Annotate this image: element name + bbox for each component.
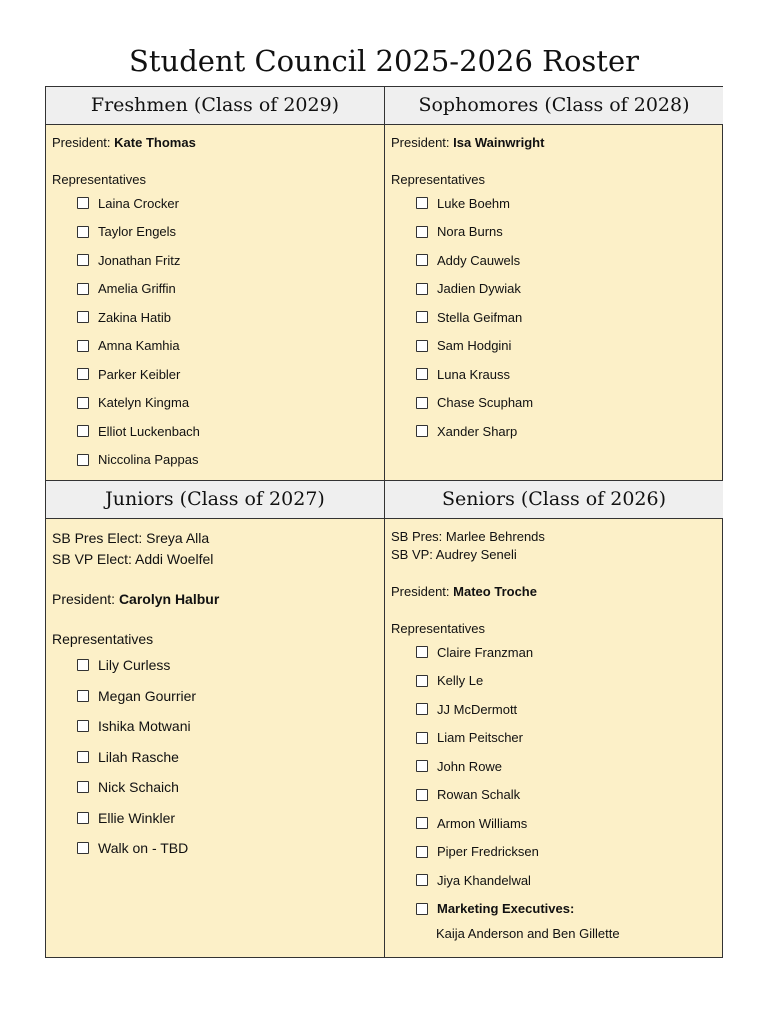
representative-item[interactable] [52, 417, 384, 446]
representative-name: Claire Franzman [437, 644, 534, 660]
representative-item[interactable] [391, 218, 723, 247]
representative-item[interactable] [52, 742, 384, 773]
president-label: President: [391, 135, 450, 150]
representative-item[interactable] [391, 332, 723, 361]
representative-item[interactable] [391, 303, 723, 332]
representative-name: Niccolina Pappas [98, 452, 199, 468]
representative-name: Sam Hodgini [437, 338, 512, 354]
checkbox[interactable] [416, 340, 428, 352]
representative-item[interactable] [391, 695, 723, 724]
checkbox[interactable] [77, 812, 89, 824]
representative-name: Jadien Dywiak [437, 281, 521, 297]
checkbox[interactable] [416, 646, 428, 658]
checkbox[interactable] [416, 903, 428, 915]
representative-item[interactable] [391, 389, 723, 418]
checkbox[interactable] [77, 751, 89, 763]
president-name: Isa Wainwright [453, 135, 545, 150]
president-name: Kate Thomas [114, 135, 196, 150]
representative-item[interactable] [391, 809, 723, 838]
roster-table [45, 86, 723, 958]
president-name: Carolyn Halbur [118, 591, 220, 607]
representative-name: Nick Schaich [98, 779, 179, 796]
checkbox[interactable] [416, 311, 428, 323]
checkbox[interactable] [77, 283, 89, 295]
representative-item[interactable] [52, 389, 384, 418]
representative-item[interactable] [391, 417, 723, 446]
checkbox[interactable] [416, 425, 428, 437]
representative-name: Megan Gourrier [98, 687, 197, 704]
representative-item[interactable] [391, 360, 723, 389]
representatives-label: Representatives [52, 172, 146, 187]
checkbox[interactable] [416, 732, 428, 744]
representative-item[interactable] [391, 638, 723, 667]
checkbox[interactable] [416, 874, 428, 886]
representative-item[interactable] [391, 781, 723, 810]
seniors-section [385, 481, 723, 957]
president-name: Mateo Troche [453, 584, 537, 599]
representative-item[interactable] [391, 246, 723, 275]
representative-item[interactable] [52, 803, 384, 834]
checkbox[interactable] [416, 675, 428, 687]
representative-name: Jonathan Fritz [98, 252, 181, 268]
representative-item[interactable] [52, 189, 384, 218]
president-label: President: [52, 135, 111, 150]
freshmen-president [52, 134, 384, 152]
representative-name: JJ McDermott [437, 701, 518, 717]
freshmen-heading: Freshmen (Class of 2029) [46, 87, 384, 125]
representative-name: Walk on - TBD [98, 840, 189, 857]
seniors-president [391, 583, 723, 601]
representative-item[interactable] [52, 360, 384, 389]
sb-vp: SB VP: Audrey Seneli [391, 547, 517, 562]
checkbox[interactable] [77, 659, 89, 671]
representative-item[interactable] [52, 218, 384, 247]
representative-name: Amelia Griffin [98, 281, 176, 297]
representative-name: Katelyn Kingma [98, 395, 190, 411]
checkbox[interactable] [77, 197, 89, 209]
checkbox[interactable] [416, 760, 428, 772]
representative-name: Rowan Schalk [437, 787, 521, 803]
sb-pres: SB Pres: Marlee Behrends [391, 529, 545, 544]
representative-name: Amna Kamhia [98, 338, 180, 354]
checkbox[interactable] [416, 368, 428, 380]
representative-item[interactable] [391, 724, 723, 753]
representative-name: Zakina Hatib [98, 309, 171, 325]
representatives-label: Representatives [391, 621, 485, 636]
seniors-heading: Seniors (Class of 2026) [385, 481, 723, 519]
representative-item[interactable] [391, 667, 723, 696]
representative-item[interactable] [391, 189, 723, 218]
sb-vp-elect: SB VP Elect: Addi Woelfel [52, 551, 214, 567]
checkbox[interactable] [77, 842, 89, 854]
checkbox[interactable] [77, 254, 89, 266]
representative-name: Elliot Luckenbach [98, 423, 200, 439]
representative-item[interactable] [52, 246, 384, 275]
checkbox[interactable] [416, 789, 428, 801]
representative-name: Stella Geifman [437, 309, 523, 325]
representatives-label: Representatives [391, 172, 485, 187]
representative-item[interactable] [52, 833, 384, 864]
checkbox[interactable] [416, 226, 428, 238]
checkbox[interactable] [416, 283, 428, 295]
representative-name: Liam Peitscher [437, 730, 523, 746]
checkbox[interactable] [77, 425, 89, 437]
checkbox[interactable] [77, 368, 89, 380]
checkbox[interactable] [77, 226, 89, 238]
checkbox[interactable] [77, 454, 89, 466]
sophomores-reps [391, 189, 723, 446]
representative-name: Laina Crocker [98, 195, 179, 211]
representative-item[interactable] [52, 275, 384, 304]
representative-item[interactable] [391, 866, 723, 895]
representative-item[interactable] [52, 332, 384, 361]
checkbox[interactable] [416, 397, 428, 409]
checkbox[interactable] [416, 846, 428, 858]
sb-pres-elect: SB Pres Elect: Sreya Alla [52, 530, 210, 546]
representative-name: Luke Boehm [437, 195, 510, 211]
representative-item[interactable] [391, 752, 723, 781]
marketing-executives-label: Marketing Executives: [437, 901, 575, 917]
checkbox[interactable] [416, 254, 428, 266]
checkbox[interactable] [416, 817, 428, 829]
representative-name: Ellie Winkler [98, 809, 176, 826]
sophomores-section [385, 87, 723, 480]
freshmen-reps [52, 189, 384, 474]
representative-item[interactable] [52, 681, 384, 712]
sophomores-president [391, 134, 723, 152]
representative-name: Lilah Rasche [98, 748, 179, 765]
juniors-reps [52, 650, 384, 864]
checkbox[interactable] [416, 197, 428, 209]
representative-name: Taylor Engels [98, 224, 177, 240]
sophomores-heading: Sophomores (Class of 2028) [385, 87, 723, 125]
representative-name: John Rowe [437, 758, 503, 774]
representative-name: Piper Fredricksen [437, 844, 539, 860]
representative-name: Kelly Le [437, 673, 484, 689]
representative-item[interactable] [52, 303, 384, 332]
president-label: President: [391, 584, 450, 599]
representative-name: Luna Krauss [437, 366, 510, 382]
checkbox[interactable] [77, 311, 89, 323]
marketing-executives-item[interactable] [391, 895, 723, 924]
seniors-reps [391, 638, 723, 895]
juniors-heading: Juniors (Class of 2027) [46, 481, 384, 519]
representative-name: Lily Curless [98, 657, 171, 674]
representative-name: Parker Keibler [98, 366, 181, 382]
checkbox[interactable] [77, 720, 89, 732]
checkbox[interactable] [77, 340, 89, 352]
freshmen-section [46, 87, 384, 480]
checkbox[interactable] [416, 703, 428, 715]
checkbox[interactable] [77, 397, 89, 409]
representative-name: Jiya Khandelwal [437, 872, 531, 888]
representative-item[interactable] [52, 650, 384, 681]
representative-item[interactable] [391, 275, 723, 304]
representatives-label: Representatives [52, 631, 154, 647]
representative-item[interactable] [391, 838, 723, 867]
representative-item[interactable] [52, 711, 384, 742]
representative-name: Armon Williams [437, 815, 528, 831]
representative-item[interactable] [52, 446, 384, 475]
representative-name: Ishika Motwani [98, 718, 191, 735]
checkbox[interactable] [77, 690, 89, 702]
representative-name: Chase Scupham [437, 395, 534, 411]
page-title: Student Council 2025-2026 Roster [129, 44, 639, 78]
representative-name: Nora Burns [437, 224, 503, 240]
representative-name: Xander Sharp [437, 423, 518, 439]
representative-name: Addy Cauwels [437, 252, 521, 268]
marketing-executives-names: Kaija Anderson and Ben Gillette [436, 926, 620, 941]
juniors-section [46, 481, 384, 957]
juniors-president [52, 589, 384, 610]
checkbox[interactable] [77, 781, 89, 793]
president-label: President: [52, 591, 116, 607]
representative-item[interactable] [52, 772, 384, 803]
